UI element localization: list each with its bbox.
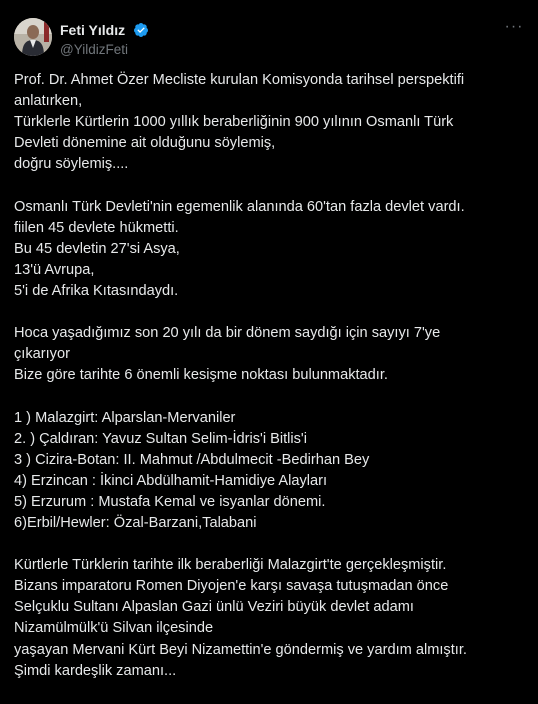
paragraph-gap (14, 534, 524, 555)
avatar-image (14, 18, 52, 56)
tweet-line: doğru söylemiş.... (14, 156, 129, 173)
tweet-line: fiilen 45 devlete hükmetti. (14, 219, 179, 236)
user-handle[interactable]: @YildizFeti (60, 42, 128, 57)
tweet-line: 2. ) Çaldıran: Yavuz Sultan Selim-İdris'i Bitlis'i (14, 430, 307, 447)
more-options-icon[interactable]: ··· (504, 18, 524, 35)
avatar[interactable] (14, 18, 52, 56)
tweet-line: Şimdi kardeşlik zamanı... (14, 662, 177, 679)
tweet-text (14, 70, 524, 682)
paragraph-gap (14, 302, 524, 323)
tweet-line: Kürtlerle Türklerin tarihte ilk beraberliği Malazgirt'te gerçekleşmiştir. (14, 557, 447, 574)
tweet-line: 5'i de Afrika Kıtasındaydı. (14, 282, 179, 299)
tweet-line: çıkarıyor (14, 346, 70, 363)
paragraph-gap (14, 175, 524, 196)
tweet-line: 3 ) Cizira-Botan: II. Mahmut /Abdulmecit -Bedirhan Bey (14, 451, 370, 468)
tweet-line: Osmanlı Türk Devleti'nin egemenlik alanında 60'tan fazla devlet vardı. (14, 198, 465, 215)
tweet-line: Nizamülmülk'ü Silvan ilçesinde (14, 620, 214, 637)
tweet-line: Bizans imparatoru Romen Diyojen'e karşı savaşa tutuşmadan önce (14, 578, 449, 595)
tweet-line: Hoca yaşadığımız son 20 yılı da bir dönem saydığı için sayıyı 7'ye (14, 325, 441, 342)
tweet-line: 13'ü Avrupa, (14, 261, 95, 278)
verified-badge-icon (133, 22, 149, 38)
tweet-line: Bu 45 devletin 27'si Asya, (14, 240, 180, 257)
tweet-line: Türklerle Kürtlerin 1000 yıllık beraberliğinin 900 yılının Osmanlı Türk (14, 114, 454, 131)
user-names (60, 21, 149, 57)
tweet-line: 1 ) Malazgirt: Alparslan-Mervaniler (14, 409, 236, 426)
tweet-line: Bize göre tarihte 6 önemli kesişme noktası bulunmaktadır. (14, 367, 388, 384)
tweet-line: Selçuklu Sultanı Alpaslan Gazi ünlü Veziri büyük devlet adamı (14, 599, 414, 616)
paragraph-gap (14, 386, 524, 407)
display-name[interactable]: Feti Yıldız (60, 21, 126, 38)
tweet-line: 6)Erbil/Hewler: Özal-Barzani,Talabani (14, 514, 257, 531)
tweet-header (14, 18, 524, 58)
tweet-line: 4) Erzincan : İkinci Abdülhamit-Hamidiye Alayları (14, 472, 328, 489)
tweet-line: Prof. Dr. Ahmet Özer Mecliste kurulan Komisyonda tarihsel perspektifi (14, 72, 465, 88)
tweet-line: yaşayan Mervani Kürt Beyi Nizamettin'e göndermiş ve yardım almıştır. (14, 641, 467, 658)
tweet-line: 5) Erzurum : Mustafa Kemal ve isyanlar dönemi. (14, 493, 326, 510)
tweet-line: Devleti dönemine ait olduğunu söylemiş, (14, 135, 276, 152)
tweet-line: anlatırken, (14, 93, 83, 110)
